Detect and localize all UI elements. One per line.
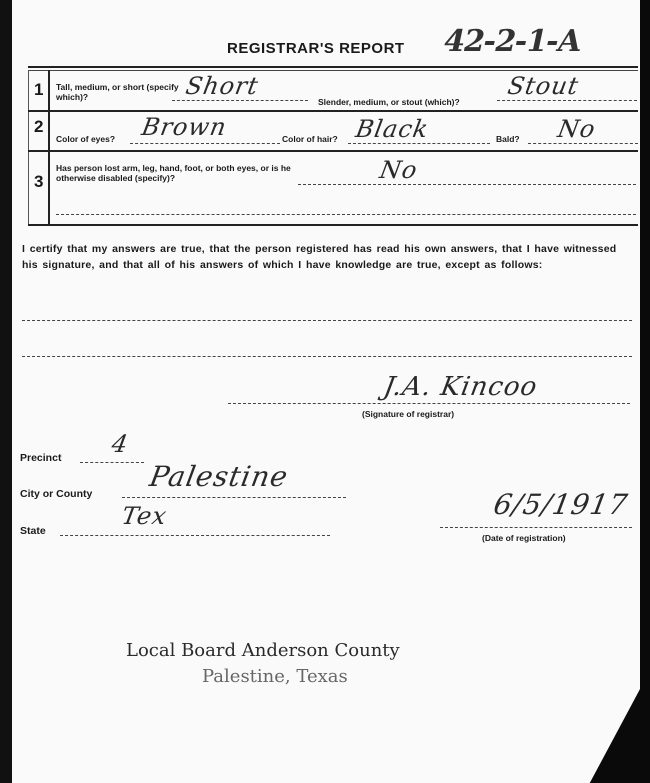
row-1-divider [28,110,638,112]
exceptions-line-1 [22,320,632,321]
disabled-line [298,184,636,185]
exceptions-line-2 [22,356,632,357]
disabled-line-2 [56,214,636,215]
table-bottom-rule [28,224,638,226]
build-label: Slender, medium, or stout (which)? [318,97,460,107]
state-line [60,535,330,536]
precinct-label: Precinct [20,452,62,464]
signature-label: (Signature of registrar) [362,409,455,419]
date-line [440,527,632,528]
serial-number: 42-2-1-A [440,24,584,59]
table-left-border [28,70,29,226]
table-top-rule [28,66,638,68]
build-line [497,100,637,101]
hair-line [348,143,490,144]
bald-label: Bald? [496,134,520,144]
bald-value: No [555,115,598,143]
eyes-label: Color of eyes? [56,134,116,144]
precinct-line [80,462,144,463]
registrar-signature: J.A. Kincoo [381,372,540,402]
eyes-value: Brown [139,113,230,141]
bald-line [528,143,638,144]
height-label: Tall, medium, or short (specify which)? [56,82,179,102]
number-column-divider [48,70,50,226]
city-county-line [122,497,346,498]
city-county-value: Palestine [147,460,291,493]
local-board-stamp-line-2: Palestine, Texas [202,666,348,687]
disabled-value: No [377,156,420,184]
hair-label: Color of hair? [282,134,338,144]
build-value: Stout [505,72,582,100]
row-3-number: 3 [34,172,44,191]
state-value: Tex [119,502,170,530]
certification-text: I certify that my answers are true, that the person registered has read his own answers, that I have witnessed his signature, and that all of his answers of which I have knowledge are true, except as follows: [22,243,617,271]
disabled-label: Has person lost arm, leg, hand, foot, or both eyes, or is he otherwise disabled (specify)? [56,163,291,183]
hair-value: Black [353,115,432,143]
state-label: State [20,525,46,537]
row-1-number: 1 [34,80,44,99]
precinct-value: 4 [109,430,131,458]
height-value: Short [183,72,261,100]
height-line [172,100,308,101]
date-label: (Date of registration) [482,533,566,543]
eyes-line [130,143,280,144]
row-2-divider [28,150,638,152]
table-top-rule-2 [28,70,638,71]
registration-date: 6/5/1917 [491,488,631,521]
row-2-number: 2 [34,117,44,136]
signature-line [228,403,630,404]
local-board-stamp-line-1: Local Board Anderson County [126,640,400,661]
report-title: REGISTRAR'S REPORT [227,40,405,57]
scan-border [0,0,14,783]
city-county-label: City or County [20,488,93,500]
